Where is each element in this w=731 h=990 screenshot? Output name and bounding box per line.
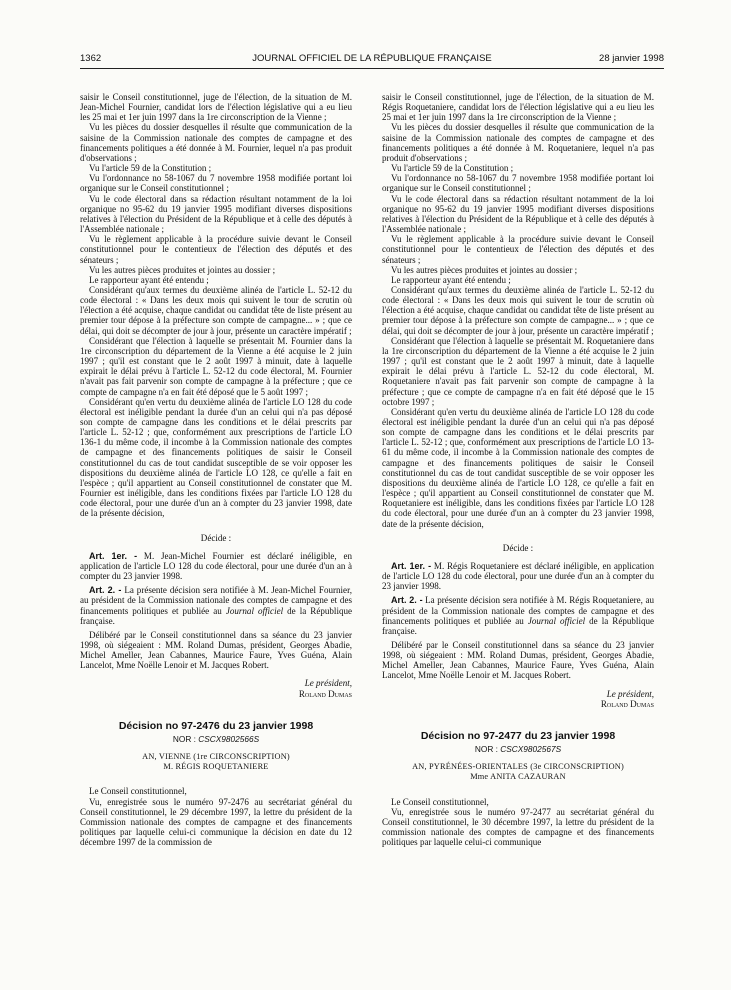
paragraph: Vu le règlement applicable à la procédure suivie devant le Conseil constitutionnel pour le contentieux de l'élection des députés et des sénateurs ; bbox=[382, 234, 654, 265]
paragraph: Vu le règlement applicable à la procédure suivie devant le Conseil constitutionnel pour le contentieux de l'élection des députés et des sénateurs ; bbox=[80, 234, 352, 265]
paragraph: Le rapporteur ayant été entendu ; bbox=[391, 274, 511, 285]
paragraph: Vu l'article 59 de la Constitution ; bbox=[391, 163, 514, 174]
nor-label: NOR : bbox=[474, 744, 501, 755]
article-label: Art. 2. - bbox=[391, 595, 423, 606]
signature-name: Roland Dumas bbox=[298, 688, 352, 699]
article-1 bbox=[382, 561, 654, 591]
article-2 bbox=[382, 595, 654, 636]
article-text: La présente décision sera notifiée à M. Jean-Michel Fournier, au président de la Commission nationale des comptes de campagne et des financements politiques et publiée au bbox=[80, 585, 352, 616]
paragraph: Vu, enregistrée sous le numéro 97-2477 au secrétariat général du Conseil constitutionnel, le 30 décembre 1997, la lettre du président de la commission nationale des comptes de campagne et des financements politiques par laquelle celui-ci communique bbox=[382, 806, 654, 848]
articles bbox=[80, 551, 352, 671]
article-text: M. Jean-Michel Fournier est déclaré inéligible, en application de l'article LO 128 du code électoral, pour une durée d'un an à compter du 23 janvier 1998. bbox=[80, 550, 352, 582]
page-header bbox=[80, 53, 664, 67]
page-number: 1362 bbox=[80, 53, 102, 64]
paragraph: saisir le Conseil constitutionnel, juge de l'élection, de la situation de M. Régis Roquetaniere, candidat lors de l'élection législative qui a eu lieu les 25 mai et 1er juin 1997 dans la 1re circonscription de la Vienne ; bbox=[382, 92, 654, 123]
paragraph: Considérant qu'en vertu du deuxième alinéa de l'article LO 128 du code électoral est inéligible pendant la durée d'un an celui qui n'a pas déposé son compte de campagne dans les conditions et le délai prescrits par l'article L. 52-12 ; que, conformément aux prescriptions de l'article LO 13-61 du même code, il incombe à la Commission nationale des comptes de campagne et des financements politiques de saisir le Conseil constitutionnel du cas de tout candidat susceptible de se voir opposer les dispositions du deuxième alinéa de l'article LO 128, ce qu'elle a fait en l'espèce ; qu'il appartient au Conseil constitutionnel de constater que M. Roquetaniere est inéligible, dans les conditions fixées par l'article LO 128 du code électoral, pour une durée d'un an à compter du 23 janvier 1998, date de la présente décision, bbox=[382, 406, 654, 529]
journal-name: Journal officiel bbox=[225, 605, 284, 616]
paragraph: Considérant que l'élection à laquelle se présentait M. Roquetaniere dans la 1re circonscription du département de la Vienne a été acquise le 2 juin 1997 ; qu'il est constant que le 2 août 1997 à minuit, date à laquelle expirait le délai prévu à l'article L. 52-12 du code électoral, M. Roquetaniere n'avait pas fait parvenir son compte de campagne à la préfecture ; que ce compte de campagne n'a en fait été déposé que le 15 octobre 1997 ; bbox=[382, 335, 654, 407]
constituency: AN, PYRÉNÉES-ORIENTALES (3e CIRCONSCRIPTION) bbox=[412, 762, 624, 772]
candidate-name: Mme ANITA CAZAURAN bbox=[470, 772, 566, 782]
article-text: M. Régis Roquetaniere est déclaré inéligible, en application de l'article LO 128 du code électoral, pour une durée d'un an à compter du 23 janvier 1998. bbox=[382, 560, 655, 592]
decision-title: Décision no 97-2476 du 23 janvier 1998 bbox=[118, 719, 314, 732]
article-1 bbox=[80, 551, 352, 581]
deliberation: Délibéré par le Conseil constitutionnel dans sa séance du 23 janvier 1998, où siégeaient : MM. Roland Dumas, président, Georges Abadie, Michel Ameller, Jean Cabannes, Maurice Faure, Yves Guéna, Alain Lancelot, Mme Noëlle Lenoir et M. Jacques Robert. bbox=[80, 629, 352, 671]
nor-reference bbox=[382, 744, 654, 754]
article-text: de la République française. bbox=[382, 615, 655, 636]
paragraph: Vu les autres pièces produites et jointes au dossier ; bbox=[89, 264, 276, 275]
paragraph: Le Conseil constitutionnel, bbox=[89, 786, 187, 797]
paragraph: Vu l'ordonnance no 58-1067 du 7 novembre 1958 modifiée portant loi organique sur le Conseil constitutionnel ; bbox=[80, 173, 352, 194]
article-text: de la République française. bbox=[80, 605, 353, 626]
article-label: Art. 1er. - bbox=[391, 560, 432, 571]
paragraph: Considérant que l'élection à laquelle se présentait M. Fournier dans la 1re circonscription du département de la Vienne a été acquise le 2 juin 1997 ; qu'il est constant que le 2 août 1997 à minuit, date à laquelle expirait le délai prévu à l'article L. 52-12 du code électoral, M. Fournier n'avait pas fait parvenir son compte de campagne à la préfecture ; que ce compte de campagne n'a en fait été déposé que le 5 août 1997 ; bbox=[80, 335, 352, 397]
paragraph: Considérant qu'en vertu du deuxième alinéa de l'article LO 128 du code électoral est inéligible pendant la durée d'un an celui qui n'a pas déposé son compte de campagne dans les conditions et le délai prescrits par l'article L. 52-12 ; que, conformément aux prescriptions de l'article LO 136-1 du même code, il incombe à la Commission nationale des comptes de campagne et des financements politiques de saisir le Conseil constitutionnel du cas de tout candidat susceptible de se voir opposer les dispositions du deuxième alinéa de l'article LO 128, ce qu'elle a fait en l'espèce ; qu'il appartient au Conseil constitutionnel de constater que M. Fournier est inéligible, dans les conditions fixées par l'article LO 128 du code électoral, pour une durée d'un an à compter du 23 janvier 1998, date de la présente décision, bbox=[80, 396, 352, 519]
paragraph: Vu, enregistrée sous le numéro 97-2476 au secrétariat général du Conseil constitutionnel, le 29 décembre 1997, la lettre du président de la Commission nationale des comptes de campagne et des financements politiques par laquelle celui-ci communique la décision en date du 12 décembre 1997 de la commission de bbox=[80, 796, 352, 848]
nor-label: NOR : bbox=[172, 733, 199, 744]
articles bbox=[382, 561, 654, 681]
article-text: La présente décision sera notifiée à M. Régis Roquetaniere, au président de la Commission nationale des comptes de campagne et des financements politiques et publiée au bbox=[382, 595, 654, 626]
signature-name: Roland Dumas bbox=[600, 698, 654, 709]
journal-name: Journal officiel bbox=[527, 615, 586, 626]
signature-role: Le président, bbox=[304, 678, 352, 689]
paragraph: saisir le Conseil constitutionnel, juge de l'élection, de la situation de M. Jean-Michel Fournier, candidat lors de l'élection législative qui a eu lieu les 25 mai et 1er juin 1997 dans la 1re circonscription de la Vienne ; bbox=[80, 92, 352, 123]
paragraph: Vu l'article 59 de la Constitution ; bbox=[89, 163, 212, 174]
paragraph: Vu les autres pièces produites et jointes au dossier ; bbox=[391, 264, 578, 275]
paragraph: Le Conseil constitutionnel, bbox=[391, 796, 489, 807]
decide-heading: Décide : bbox=[502, 542, 534, 553]
issue-date: 28 janvier 1998 bbox=[599, 53, 664, 64]
deliberation: Délibéré par le Conseil constitutionnel dans sa séance du 23 janvier 1998, où siégeaient : MM. Roland Dumas, président, Georges Abadie, Michel Ameller, Jean Cabannes, Maurice Faure, Yves Guéna, Alain Lancelot, Mme Noëlle Lenoir et M. Jacques Robert. bbox=[382, 639, 654, 681]
journal-title: JOURNAL OFFICIEL DE LA RÉPUBLIQUE FRANÇAISE bbox=[252, 53, 492, 64]
signature bbox=[80, 678, 352, 698]
right-column bbox=[382, 92, 654, 847]
article-label: Art. 1er. - bbox=[89, 550, 138, 561]
nor-code: CSCX9802567S bbox=[500, 744, 562, 755]
decision-title: Décision no 97-2477 du 23 janvier 1998 bbox=[420, 729, 616, 742]
left-column bbox=[80, 92, 352, 847]
header-rule bbox=[80, 68, 664, 69]
paragraph: Le rapporteur ayant été entendu ; bbox=[89, 274, 209, 285]
paragraph: Considérant qu'aux termes du deuxième alinéa de l'article L. 52-12 du code électoral : « Dans les deux mois qui suivent le tour de scrutin où l'élection a été acquise, chaque candidat ou candidat tête de liste présent au premier tour dépose à la préfecture son compte de campagne... » ; que ce délai, qui doit se décompter de jour à jour, présente un caractère impératif ; bbox=[382, 284, 654, 336]
nor-code: CSCX9802566S bbox=[198, 733, 260, 744]
paragraph: Considérant qu'aux termes du deuxième alinéa de l'article L. 52-12 du code électoral : « Dans les deux mois qui suivent le tour de scrutin où l'élection a été acquise, chaque candidat ou candidat tête de liste présent au premier tour dépose à la préfecture son compte de campagne... » ; que ce délai, qui doit se décompter de jour à jour, présente un caractère impératif ; bbox=[80, 284, 352, 336]
article-label: Art. 2. - bbox=[89, 585, 122, 596]
paragraph: Vu le code électoral dans sa rédaction résultant notamment de la loi organique no 95-62 du 19 janvier 1995 modifiant diverses dispositions relatives à l'élection du Président de la République et à celle des députés à l'Assemblée nationale ; bbox=[382, 193, 654, 235]
article-2 bbox=[80, 585, 352, 626]
paragraph: Vu les pièces du dossier desquelles il résulte que communication de la saisine de la Commission nationale des comptes de campagne et des financements politiques a été donnée à M. Fournier, lequel n'a pas produit d'observations ; bbox=[80, 122, 352, 163]
signature-role: Le président, bbox=[606, 688, 654, 699]
signature bbox=[382, 689, 654, 709]
paragraph: Vu les pièces du dossier desquelles il résulte que communication de la saisine de la Commission nationale des comptes de campagne et des financements politiques a été donnée à M. Roquetaniere, lequel n'a pas produit d'observations ; bbox=[382, 122, 654, 163]
paragraph: Vu l'ordonnance no 58-1067 du 7 novembre 1958 modifiée portant loi organique sur le Conseil constitutionnel ; bbox=[382, 173, 654, 194]
nor-reference bbox=[80, 734, 352, 744]
candidate-name: M. RÉGIS ROQUETANIERE bbox=[163, 762, 269, 772]
paragraph: Vu le code électoral dans sa rédaction résultant notamment de la loi organique no 95-62 du 19 janvier 1995 modifiant diverses dispositions relatives à l'élection du Président de la République et à celle des députés à l'Assemblée nationale ; bbox=[80, 193, 352, 235]
constituency: AN, VIENNE (1re CIRCONSCRIPTION) bbox=[142, 752, 290, 762]
decide-heading: Décide : bbox=[200, 532, 232, 543]
